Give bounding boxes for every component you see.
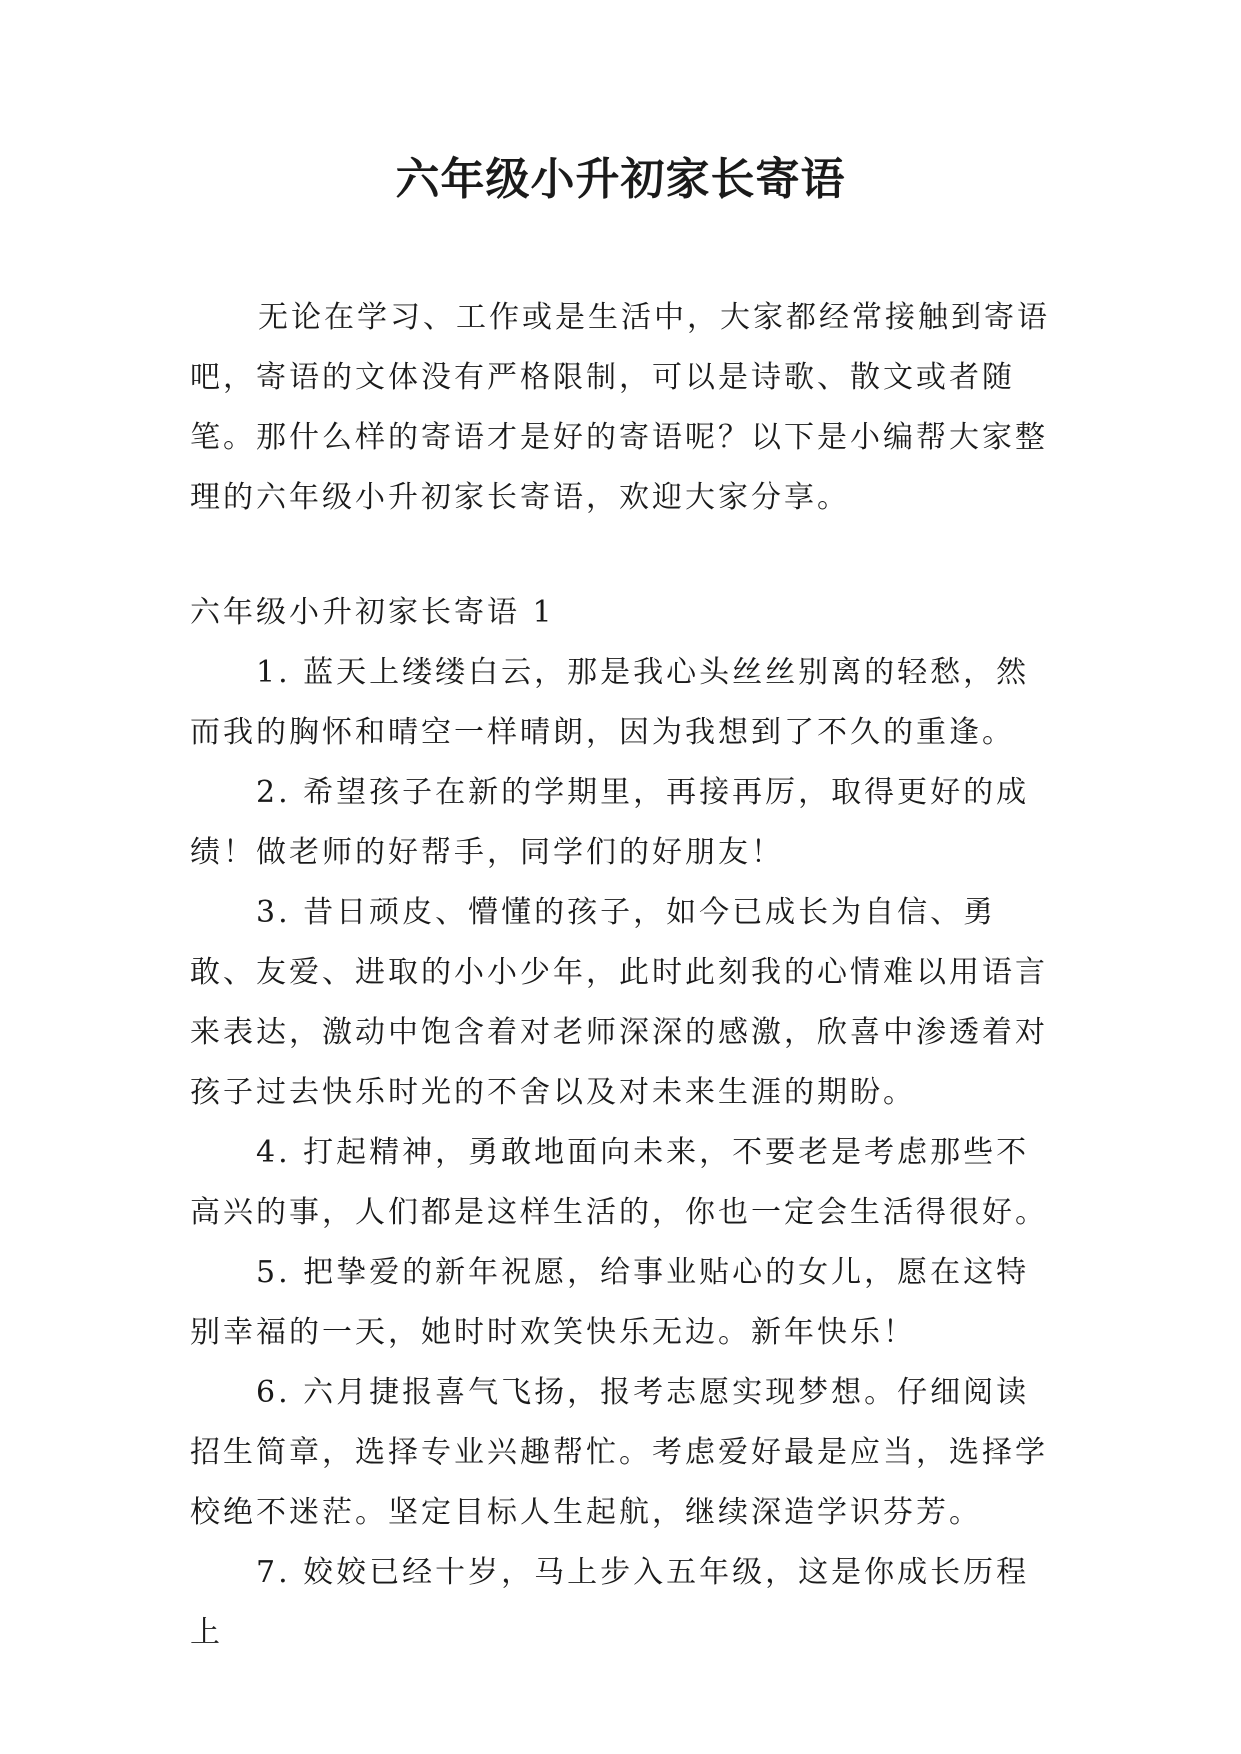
list-item: 6. 六月捷报喜气飞扬，报考志愿实现梦想。仔细阅读招生简章，选择专业兴趣帮忙。考虑爱好最是应当，选择学校绝不迷茫。坚定目标人生起航，继续深造学识芬芳。	[190, 1375, 1048, 1530]
list-item: 2. 希望孩子在新的学期里，再接再厉，取得更好的成绩！做老师的好帮手，同学们的好朋友！	[190, 775, 1030, 870]
page-title: 六年级小升初家长寄语	[395, 154, 846, 205]
section-heading: 六年级小升初家长寄语 1	[190, 595, 555, 630]
list-item: 7. 姣姣已经十岁，马上步入五年级，这是你成长历程上	[190, 1555, 1030, 1650]
list-item: 1. 蓝天上缕缕白云，那是我心头丝丝别离的轻愁，然而我的胸怀和晴空一样晴朗，因为我想到了不久的重逢。	[190, 655, 1030, 750]
list-item: 4. 打起精神，勇敢地面向未来，不要老是考虑那些不高兴的事，人们都是这样生活的，你也一定会生活得很好。	[190, 1135, 1048, 1230]
message-list	[190, 643, 1050, 1663]
intro-paragraph: 无论在学习、工作或是生活中，大家都经常接触到寄语吧，寄语的文体没有严格限制，可以是诗歌、散文或者随笔。那什么样的寄语才是好的寄语呢？以下是小编帮大家整理的六年级小升初家长寄语，欢迎大家分享。	[190, 300, 1050, 515]
list-item: 5. 把挚爱的新年祝愿，给事业贴心的女儿，愿在这特别幸福的一天，她时时欢笑快乐无边。新年快乐！	[190, 1255, 1030, 1350]
list-item: 3. 昔日顽皮、懵懂的孩子，如今已成长为自信、勇敢、友爱、进取的小小少年，此时此刻我的心情难以用语言来表达，激动中饱含着对老师深深的感激，欣喜中渗透着对孩子过去快乐时光的不舍以及对未来生涯的期盼。	[190, 895, 1048, 1110]
